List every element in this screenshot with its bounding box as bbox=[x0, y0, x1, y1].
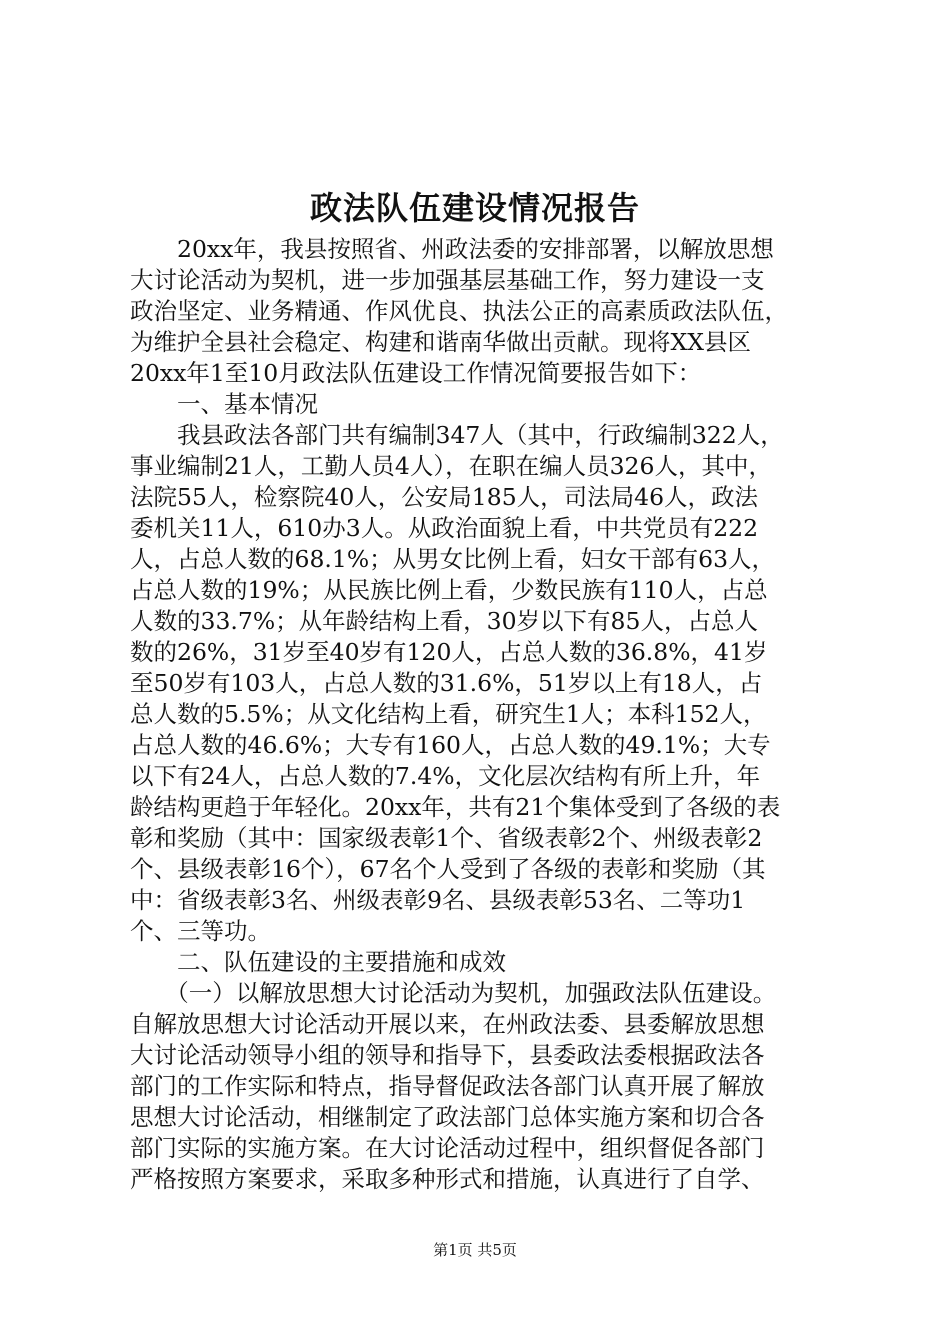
body-line: 20xx年，我县按照省、州政法委的安排部署，以解放思想 bbox=[130, 235, 774, 263]
body-line: 以下有24人，占总人数的7.4%，文化层次结构有所上升，年 bbox=[130, 762, 761, 790]
body-line: 人，占总人数的68.1%；从男女比例上看，妇女干部有63人， bbox=[130, 545, 776, 573]
body-line: 总人数的5.5%；从文化结构上看，研究生1人；本科152人， bbox=[130, 700, 767, 728]
body-line: 事业编制21人，工勤人员4人），在职在编人员326人，其中， bbox=[130, 452, 772, 480]
body-line: 部门的工作实际和特点，指导督促政法各部门认真开展了解放 bbox=[130, 1072, 765, 1100]
section-heading: 二、队伍建设的主要措施和成效 bbox=[130, 948, 506, 976]
body-line: 20xx年1至10月政法队伍建设工作情况简要报告如下： bbox=[130, 359, 702, 387]
section-heading: 一、基本情况 bbox=[130, 390, 318, 418]
body-line: 数的26%，31岁至40岁有120人，占总人数的36.8%，41岁 bbox=[130, 638, 768, 666]
body-line: 部门实际的实施方案。在大讨论活动过程中，组织督促各部门 bbox=[130, 1134, 765, 1162]
body-line: 思想大讨论活动，相继制定了政法部门总体实施方案和切合各 bbox=[130, 1103, 765, 1131]
body-line: 占总人数的19%；从民族比例上看，少数民族有110人，占总 bbox=[130, 576, 768, 604]
body-line: 大讨论活动为契机，进一步加强基层基础工作，努力建设一支 bbox=[130, 266, 765, 294]
document-body bbox=[130, 234, 830, 1195]
body-line: 大讨论活动领导小组的领导和指导下，县委政法委根据政法各 bbox=[130, 1041, 765, 1069]
body-line: 占总人数的46.6%；大专有160人，占总人数的49.1%；大专 bbox=[130, 731, 771, 759]
body-line: 自解放思想大讨论活动开展以来，在州政法委、县委解放思想 bbox=[130, 1010, 765, 1038]
body-line: 委机关11人，610办3人。从政治面貌上看，中共党员有222 bbox=[130, 514, 759, 542]
body-line: 个、三等功。 bbox=[130, 917, 271, 945]
subsection-heading: （一）以解放思想大讨论活动为契机，加强政法队伍建设。 bbox=[130, 979, 777, 1007]
body-line: 严格按照方案要求，采取多种形式和措施，认真进行了自学、 bbox=[130, 1165, 765, 1193]
body-line: 法院55人，检察院40人，公安局185人，司法局46人，政法 bbox=[130, 483, 759, 511]
body-line: 政治坚定、业务精通、作风优良、执法公正的高素质政法队伍， bbox=[130, 297, 788, 325]
body-line: 龄结构更趋于年轻化。20xx年，共有21个集体受到了各级的表 bbox=[130, 793, 781, 821]
page-number-footer: 第1页 共5页 bbox=[433, 1241, 517, 1259]
body-line: 为维护全县社会稳定、构建和谐南华做出贡献。现将XX县区 bbox=[130, 328, 751, 356]
body-line: 至50岁有103人，占总人数的31.6%，51岁以上有18人，占 bbox=[130, 669, 763, 697]
body-line: 中：省级表彰3名、州级表彰9名、县级表彰53名、二等功1 bbox=[130, 886, 746, 914]
body-line: 彰和奖励（其中：国家级表彰1个、省级表彰2个、州级表彰2 bbox=[130, 824, 763, 852]
body-line: 我县政法各部门共有编制347人（其中，行政编制322人， bbox=[130, 421, 784, 449]
body-line: 个、县级表彰16个），67名个人受到了各级的表彰和奖励（其 bbox=[130, 855, 766, 883]
document-title: 政法队伍建设情况报告 bbox=[309, 189, 640, 227]
body-line: 人数的33.7%；从年龄结构上看，30岁以下有85人，占总人 bbox=[130, 607, 758, 635]
